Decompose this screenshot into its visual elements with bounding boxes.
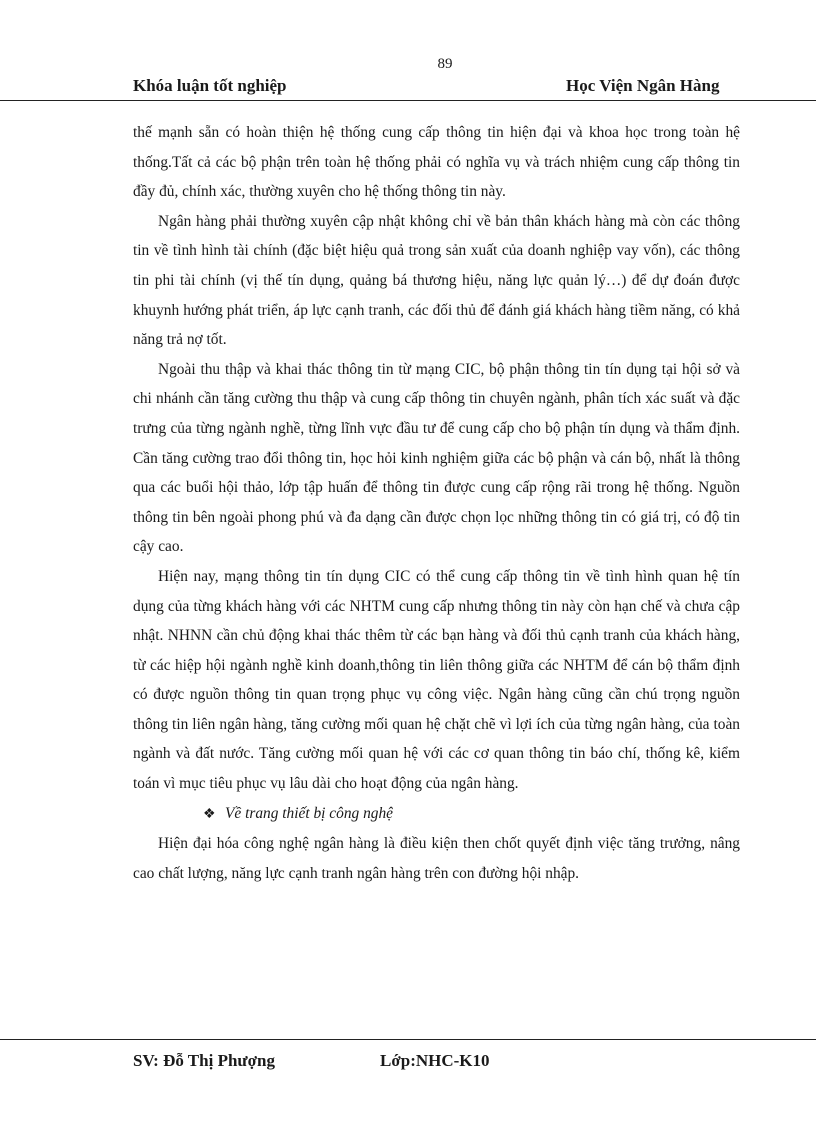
paragraph-1: thế mạnh sẵn có hoàn thiện hệ thống cung cấp thông tin hiện đại và khoa học trong toàn hệ thống.Tất cả các bộ phận trên toàn hệ thống phải có nghĩa vụ và trách nhiệm cung cấp thông tin đầy đủ, chính xác, thường xuyên cho hệ thống thông tin này. xyxy=(133,124,740,201)
footer-student-name: SV: Đỗ Thị Phượng xyxy=(133,1051,275,1070)
section-heading-text: Về trang thiết bị công nghệ xyxy=(225,804,393,822)
page-number: 89 xyxy=(437,56,453,72)
header-thesis-title: Khóa luận tốt nghiệp xyxy=(133,76,287,95)
footer-divider xyxy=(0,1039,816,1040)
header-divider xyxy=(0,100,816,101)
section-heading xyxy=(133,799,740,830)
paragraph-4: Hiện nay, mạng thông tin tín dụng CIC có thể cung cấp thông tin về tình hình quan hệ tín dụng của từng khách hàng với các NHTM cung cấp nhưng thông tin này còn hạn chế và chưa cập nhật. NHNN cần chủ động khai thác thêm từ các bạn hàng và đối thủ cạnh tranh của khách hàng, từ các hiệp hội ngành nghề kinh doanh,thông tin liên thông giữa các NHTM để cán bộ thẩm định có được nguồn thông tin quan trọng phục vụ công việc. Ngân hàng cũng cần chú trọng nguồn thông tin liên ngân hàng, tăng cường mối quan hệ chặt chẽ vì lợi ích của từng ngân hàng, của toàn ngành và đất nước. Tăng cường mối quan hệ với các cơ quan thông tin báo chí, thống kê, kiểm toán vì mục tiêu phục vụ lâu dài cho hoạt động của ngân hàng. xyxy=(133,567,740,793)
diamond-bullet-icon: ❖ xyxy=(203,806,216,822)
paragraph-2: Ngân hàng phải thường xuyên cập nhật không chỉ về bản thân khách hàng mà còn các thông tin về tình hình tài chính (đặc biệt hiệu quả trong sản xuất của doanh nghiệp vay vốn), các thông tin phi tài chính (vị thế tín dụng, quảng bá thương hiệu, năng lực quản lý…) để dự đoán được khuynh hướng phát triển, áp lực cạnh tranh, các đối thủ để đánh giá khách hàng tiềm năng, có khả năng trả nợ tốt. xyxy=(133,212,740,349)
document-body xyxy=(133,118,740,888)
paragraph-3: Ngoài thu thập và khai thác thông tin từ mạng CIC, bộ phận thông tin tín dụng tại hội sở và chi nhánh cần tăng cường thu thập và cung cấp thông tin chuyên ngành, phân tích xác suất và đặc trưng của từng ngành nghề, từng lĩnh vực đầu tư để cung cấp cho bộ phận tín dụng và thẩm định. Cần tăng cường trao đổi thông tin, học hỏi kinh nghiệm giữa các bộ phận và cán bộ, nhất là thông qua các buổi hội thảo, lớp tập huấn để thông tin được cung cấp rộng rãi trong hệ thống. Nguồn thông tin bên ngoài phong phú và đa dạng cần được chọn lọc những thông tin có giá trị, có độ tin cậy cao. xyxy=(133,360,740,556)
paragraph-5: Hiện đại hóa công nghệ ngân hàng là điều kiện then chốt quyết định việc tăng trưởng, nâng cao chất lượng, năng lực cạnh tranh ngân hàng trên con đường hội nhập. xyxy=(133,835,740,882)
header-institution: Học Viện Ngân Hàng xyxy=(566,76,720,95)
footer-class: Lớp:NHC-K10 xyxy=(380,1051,490,1070)
